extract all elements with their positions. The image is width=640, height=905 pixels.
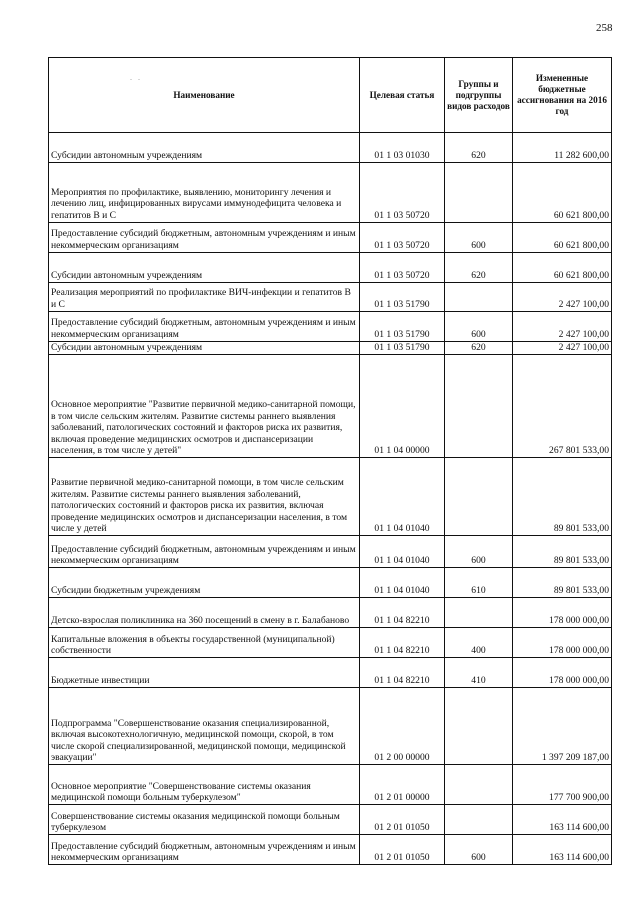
row-name: Основное мероприятие "Развитие первичной медико-санитарной помощи, в том числе сельским жителям. Развитие системы раннего выявления заболеваний, патологических состояний и факторов риска их развития, включая проведение медицинских осмотров и диспансеризации населения, в том числе у детей" bbox=[49, 355, 360, 458]
table-row bbox=[49, 133, 612, 163]
row-code: 01 1 04 82210 bbox=[360, 628, 445, 658]
row-name: Капитальные вложения в объекты государственной (муниципальной) собственности bbox=[49, 628, 360, 658]
row-name: Предоставление субсидий бюджетным, автономным учреждениям и иным некоммерческим организациям bbox=[49, 312, 360, 342]
row-amount: 178 000 000,00 bbox=[513, 598, 612, 628]
row-amount: 60 621 800,00 bbox=[513, 223, 612, 253]
row-amount: 178 000 000,00 bbox=[513, 658, 612, 688]
table-row bbox=[49, 163, 612, 223]
row-amount: 2 427 100,00 bbox=[513, 312, 612, 342]
row-name: Реализация мероприятий по профилактике ВИЧ-инфекции и гепатитов B и C bbox=[49, 283, 360, 312]
row-group bbox=[445, 765, 513, 805]
row-name: Мероприятия по профилактике, выявлению, мониторингу лечения и лечению лиц, инфицированных вирусами иммунодефицита человека и гепатитов B и C bbox=[49, 163, 360, 223]
table-row bbox=[49, 355, 612, 458]
row-code: 01 1 04 00000 bbox=[360, 355, 445, 458]
table-header-row bbox=[49, 58, 612, 133]
row-amount: 2 427 100,00 bbox=[513, 283, 612, 312]
row-code: 01 1 03 50720 bbox=[360, 163, 445, 223]
row-name: Субсидии бюджетным учреждениям bbox=[49, 568, 360, 598]
row-group bbox=[445, 283, 513, 312]
row-code: 01 2 00 00000 bbox=[360, 688, 445, 765]
scan-speck: . . bbox=[130, 73, 142, 82]
budget-table bbox=[48, 57, 612, 865]
row-group bbox=[445, 805, 513, 835]
row-amount: 89 801 533,00 bbox=[513, 536, 612, 568]
table-row bbox=[49, 658, 612, 688]
row-code: 01 1 03 50720 bbox=[360, 253, 445, 283]
row-group: 620 bbox=[445, 253, 513, 283]
table-body bbox=[49, 133, 612, 865]
row-name: Основное мероприятие "Совершенствование системы оказания медицинской помощи больным туберкулезом" bbox=[49, 765, 360, 805]
row-group bbox=[445, 598, 513, 628]
row-amount: 178 000 000,00 bbox=[513, 628, 612, 658]
table-row bbox=[49, 458, 612, 536]
row-group: 610 bbox=[445, 568, 513, 598]
table-row bbox=[49, 312, 612, 342]
row-name: Предоставление субсидий бюджетным, автономным учреждениям и иным некоммерческим организациям bbox=[49, 835, 360, 865]
row-group bbox=[445, 458, 513, 536]
row-amount: 267 801 533,00 bbox=[513, 355, 612, 458]
row-code: 01 1 04 01040 bbox=[360, 536, 445, 568]
table-row bbox=[49, 283, 612, 312]
row-group: 600 bbox=[445, 536, 513, 568]
row-code: 01 1 03 50720 bbox=[360, 223, 445, 253]
row-name: Бюджетные инвестиции bbox=[49, 658, 360, 688]
row-group bbox=[445, 355, 513, 458]
row-code: 01 1 04 82210 bbox=[360, 658, 445, 688]
row-code: 01 1 03 51790 bbox=[360, 342, 445, 355]
table-row bbox=[49, 536, 612, 568]
row-code: 01 1 04 01040 bbox=[360, 458, 445, 536]
row-amount: 11 282 600,00 bbox=[513, 133, 612, 163]
row-name: Субсидии автономным учреждениям bbox=[49, 253, 360, 283]
row-name: Совершенствование системы оказания медицинской помощи больным туберкулезом bbox=[49, 805, 360, 835]
table-row bbox=[49, 688, 612, 765]
row-group: 410 bbox=[445, 658, 513, 688]
row-code: 01 1 04 82210 bbox=[360, 598, 445, 628]
row-amount: 2 427 100,00 bbox=[513, 342, 612, 355]
row-amount: 60 621 800,00 bbox=[513, 253, 612, 283]
row-name: Подпрограмма "Совершенствование оказания специализированной, включая высокотехнологичную, медицинской помощи, скорой, в том числе скорой специализированной, медицинской помощи, медицинской эвакуации" bbox=[49, 688, 360, 765]
row-code: 01 1 04 01040 bbox=[360, 568, 445, 598]
header-group: Группы и подгруппы видов расходов bbox=[445, 58, 513, 133]
row-amount: 177 700 900,00 bbox=[513, 765, 612, 805]
table-row bbox=[49, 342, 612, 355]
page-number: 258 bbox=[596, 22, 613, 34]
table-row bbox=[49, 223, 612, 253]
table-row bbox=[49, 805, 612, 835]
row-group bbox=[445, 163, 513, 223]
row-code: 01 1 03 01030 bbox=[360, 133, 445, 163]
row-amount: 89 801 533,00 bbox=[513, 458, 612, 536]
table-row bbox=[49, 835, 612, 865]
row-amount: 163 114 600,00 bbox=[513, 835, 612, 865]
header-amount: Измененные бюджетные ассигнования на 2016 год bbox=[513, 58, 612, 133]
table-row bbox=[49, 765, 612, 805]
row-code: 01 2 01 01050 bbox=[360, 835, 445, 865]
row-name: Детско-взрослая поликлиника на 360 посещений в смену в г. Балабаново bbox=[49, 598, 360, 628]
row-group: 600 bbox=[445, 223, 513, 253]
row-code: 01 1 03 51790 bbox=[360, 312, 445, 342]
row-name: Субсидии автономным учреждениям bbox=[49, 133, 360, 163]
row-name: Предоставление субсидий бюджетным, автономным учреждениям и иным некоммерческим организациям bbox=[49, 536, 360, 568]
row-code: 01 2 01 01050 bbox=[360, 805, 445, 835]
table-row bbox=[49, 628, 612, 658]
table-row bbox=[49, 598, 612, 628]
row-group bbox=[445, 688, 513, 765]
table-row bbox=[49, 568, 612, 598]
row-group: 600 bbox=[445, 835, 513, 865]
row-name: Развитие первичной медико-санитарной помощи, в том числе сельским жителям. Развитие системы раннего выявления заболеваний, патологических состояний и факторов риска их развития, включая проведение медицинских осмотров и диспансеризации населения, в том числе у детей bbox=[49, 458, 360, 536]
row-amount: 163 114 600,00 bbox=[513, 805, 612, 835]
row-amount: 60 621 800,00 bbox=[513, 163, 612, 223]
row-code: 01 2 01 00000 bbox=[360, 765, 445, 805]
table-row bbox=[49, 253, 612, 283]
row-amount: 89 801 533,00 bbox=[513, 568, 612, 598]
row-group: 400 bbox=[445, 628, 513, 658]
header-target: Целевая статья bbox=[360, 58, 445, 133]
row-group: 620 bbox=[445, 342, 513, 355]
row-group: 600 bbox=[445, 312, 513, 342]
row-name: Субсидии автономным учреждениям bbox=[49, 342, 360, 355]
row-amount: 1 397 209 187,00 bbox=[513, 688, 612, 765]
row-code: 01 1 03 51790 bbox=[360, 283, 445, 312]
row-group: 620 bbox=[445, 133, 513, 163]
header-name: Наименование bbox=[49, 58, 360, 133]
row-name: Предоставление субсидий бюджетным, автономным учреждениям и иным некоммерческим организациям bbox=[49, 223, 360, 253]
